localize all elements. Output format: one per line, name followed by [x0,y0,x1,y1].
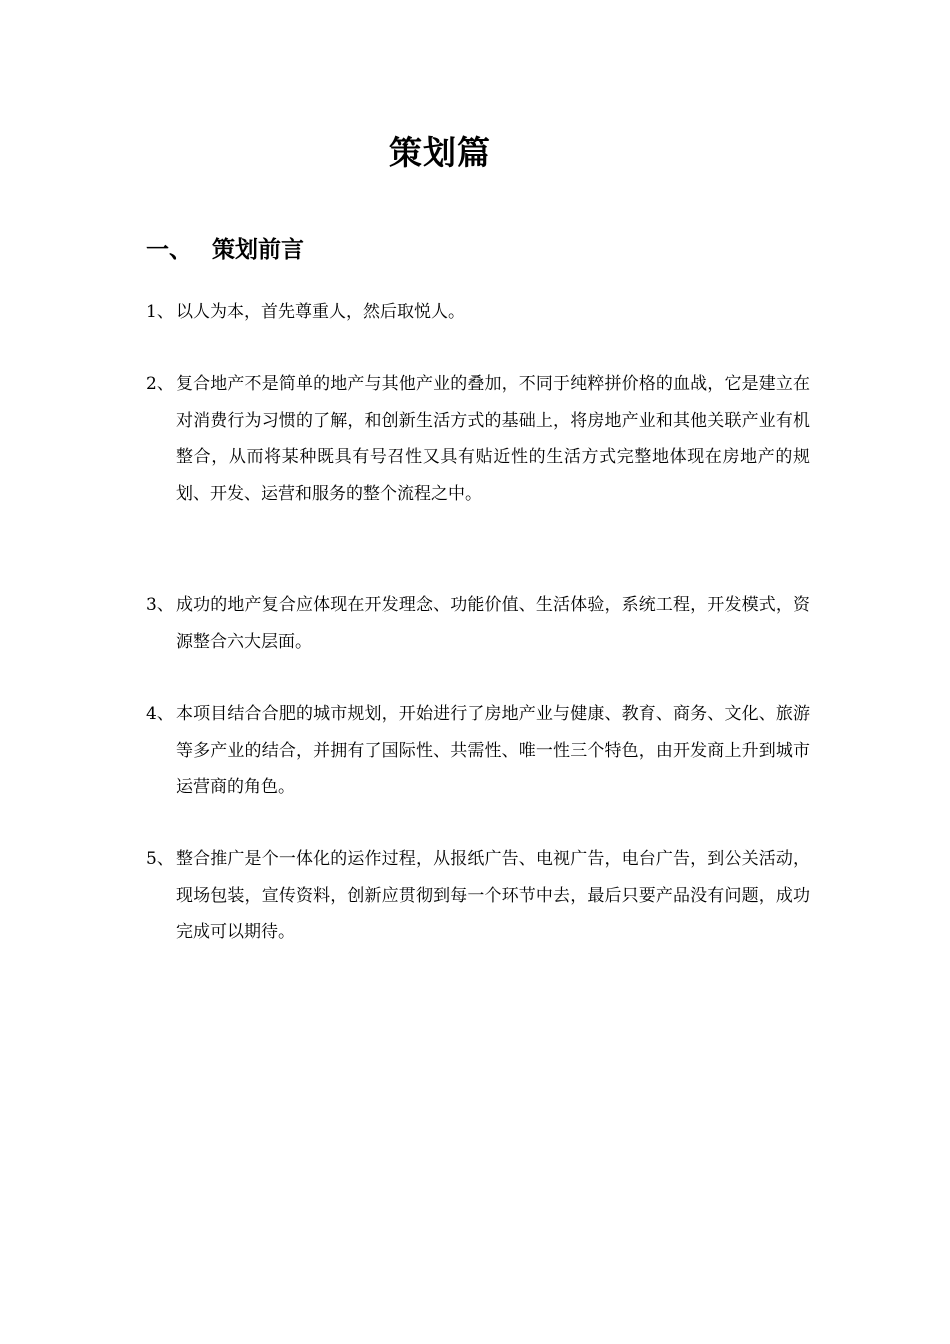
section-heading-text: 策划前言 [212,236,304,263]
list-item-number: 2、 [146,374,174,394]
list-item-number: 3、 [146,595,174,615]
list-item-2 [146,366,810,512]
list-item-number: 1、 [146,302,174,322]
list-item-3 [146,587,810,660]
section-number: 一、 [146,236,192,263]
list-item-number: 4、 [146,704,174,724]
list-item-number: 5、 [146,849,174,869]
list-item-4 [146,696,810,806]
list-item-text: 整合推广是个一体化的运作过程，从报纸广告、电视广告，电台广告，到公关活动，现场包装，宣传资料，创新应贯彻到每一个环节中去，最后只要产品没有问题，成功完成可以期待。 [176,849,810,942]
list-item-5 [146,841,810,951]
list-item-text: 复合地产不是简单的地产与其他产业的叠加，不同于纯粹拼价格的血战，它是建立在对消费行为习惯的了解，和创新生活方式的基础上，将房地产业和其他关联产业有机整合，从而将某种既具有号召性又具有贴近性的生活方式完整地体现在房地产的规划、开发、运营和服务的整个流程之中。 [176,374,810,504]
document-title: 策划篇 [389,133,491,172]
list-item-text: 以人为本，首先尊重人，然后取悦人。 [176,302,465,322]
list-item-text: 成功的地产复合应体现在开发理念、功能价值、生活体验，系统工程，开发模式，资源整合六大层面。 [176,595,810,652]
list-item-text: 本项目结合合肥的城市规划，开始进行了房地产业与健康、教育、商务、文化、旅游等多产业的结合，并拥有了国际性、共需性、唯一性三个特色，由开发商上升到城市运营商的角色。 [176,704,810,797]
list-item-1 [146,294,810,331]
section-heading [146,232,304,268]
